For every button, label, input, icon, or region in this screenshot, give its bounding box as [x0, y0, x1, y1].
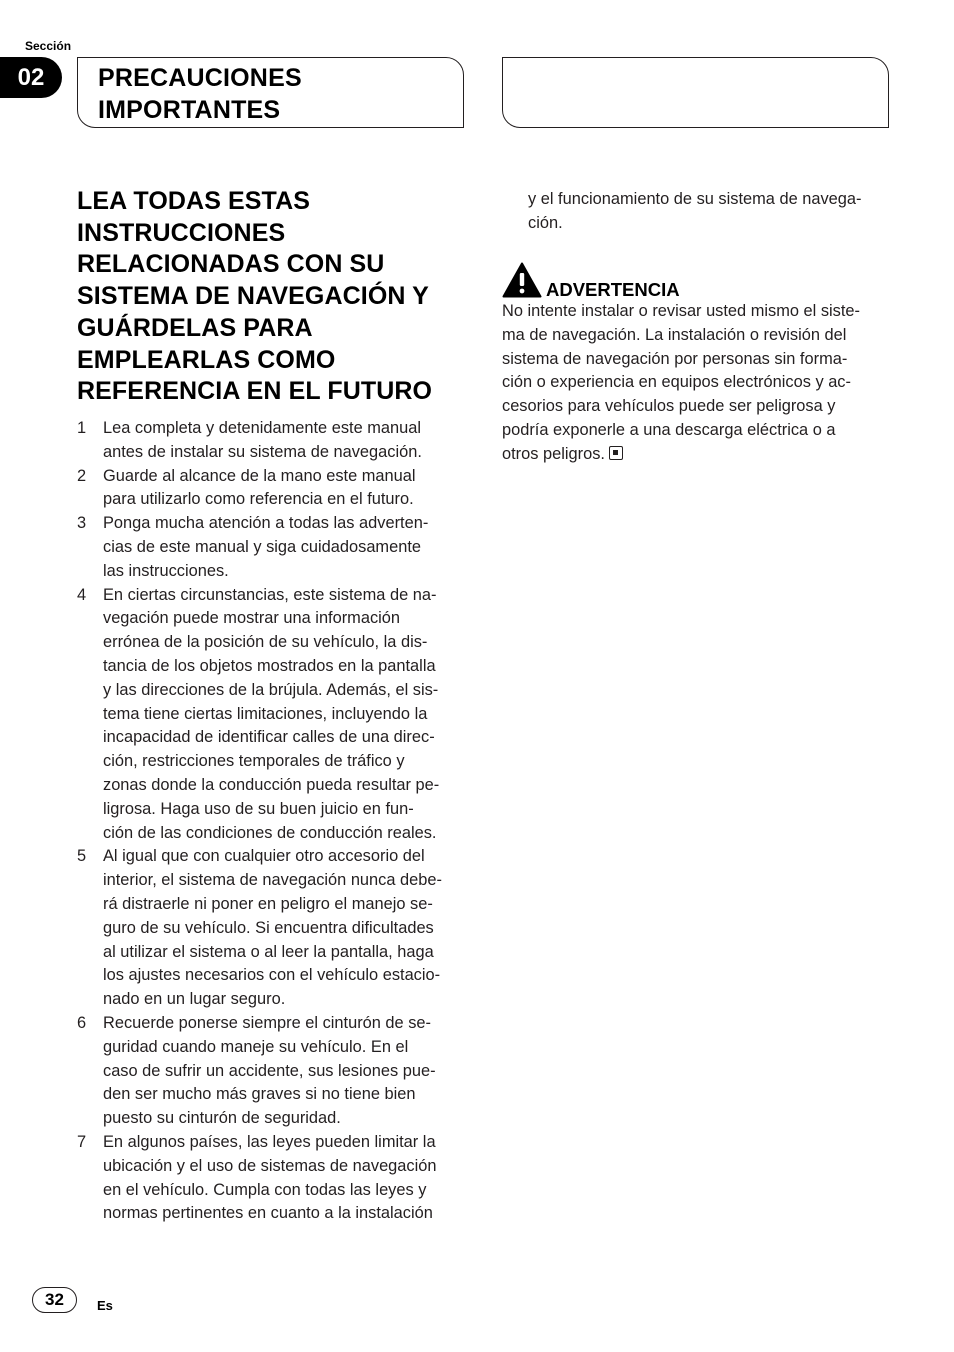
step-number: 1 [77, 419, 87, 437]
section-number-badge: 02 [0, 57, 62, 98]
warning-text-line-last [502, 443, 892, 467]
language-code: Es [97, 1298, 113, 1313]
step-text-line: incapacidad de identificar calles de una direc- [103, 728, 435, 747]
heading-line: LEA TODAS ESTAS [77, 187, 311, 215]
warning-text [502, 300, 892, 467]
warning-label: ADVERTENCIA [546, 279, 680, 300]
header-empty-box [502, 57, 889, 128]
step-number: 3 [77, 514, 87, 533]
step-text-line: nado en un lugar seguro. [103, 990, 286, 1009]
step-text-line: las instrucciones. [103, 561, 229, 580]
page-number: 32 [32, 1287, 77, 1313]
step-text-line: y el funcionamiento de su sistema de navega- [528, 190, 862, 208]
warning-text-line: sistema de navegación por personas sin forma- [502, 349, 848, 368]
heading-line: SISTEMA DE NAVEGACIÓN Y [77, 282, 429, 311]
step-text-line: Recuerde ponerse siempre el cinturón de se- [103, 1013, 431, 1032]
step-continuation [502, 188, 892, 236]
step-text-line: en el vehículo. Cumpla con todas las leyes y [103, 1180, 427, 1199]
heading-line: INSTRUCCIONES [77, 218, 286, 247]
heading-line: GUÁRDELAS PARA [77, 313, 313, 342]
step-text-line: los ajustes necesarios con el vehículo estacio- [103, 966, 441, 985]
step-text-line: ción. [528, 213, 563, 232]
step-number: 2 [77, 466, 87, 485]
step-text-line: vegación puede mostrar una información [103, 609, 401, 628]
step-text-line: ción, restricciones temporales de tráfico y [103, 752, 405, 771]
step-text-line: antes de instalar su sistema de navegación. [103, 442, 422, 461]
heading-line: REFERENCIA EN EL FUTURO [77, 377, 433, 406]
instruction-item [77, 512, 467, 583]
step-number: 4 [77, 585, 87, 604]
step-text-line: cias de este manual y siga cuidadosamente [103, 537, 421, 556]
step-text-line: tema tiene ciertas limitaciones, incluyendo la [103, 704, 428, 723]
step-text-line: Al igual que con cualquier otro accesorio del [103, 847, 425, 866]
end-of-section-icon [609, 446, 623, 460]
step-text-line: al utilizar el sistema o al leer la pantalla, haga [103, 942, 434, 961]
instruction-item [77, 1012, 467, 1131]
step-text-line: En algunos países, las leyes pueden limitar la [103, 1132, 436, 1151]
instruction-item [77, 417, 467, 465]
step-text-line: tancia de los objetos mostrados en la pantalla [103, 656, 436, 675]
step-text-line: guro de su vehículo. Si encuentra dificultades [103, 918, 434, 937]
warning-text-line: otros peligros. [502, 444, 605, 463]
step-number: 7 [77, 1132, 87, 1151]
section-title-line: IMPORTANTES [98, 96, 281, 124]
step-text-line: para utilizarlo como referencia en el futuro. [103, 490, 414, 509]
instruction-item [77, 845, 467, 1012]
step-text-line: ubicación y el uso de sistemas de navegación [103, 1156, 437, 1175]
step-text-line: puesto su cinturón de seguridad. [103, 1109, 341, 1128]
warning-triangle-icon [502, 262, 542, 298]
instruction-item [77, 465, 467, 513]
step-text-line: y las direcciones de la brújula. Además, el sis- [103, 680, 439, 699]
heading-line: RELACIONADAS CON SU [77, 250, 385, 279]
step-text-line: interior, el sistema de navegación nunca debe- [103, 871, 442, 890]
warning-heading [502, 262, 680, 298]
section-label: Sección [25, 39, 72, 53]
step-text-line: Guarde al alcance de la mano este manual [103, 466, 416, 485]
step-text-line: Ponga mucha atención a todas las adverten- [103, 514, 429, 533]
step-number: 5 [77, 847, 87, 866]
step-text-line: ción de las condiciones de conducción reales. [103, 823, 437, 842]
heading-line: EMPLEARLAS COMO [77, 345, 336, 374]
warning-text-line: cesorios para vehículos puede ser peligrosa y [502, 397, 836, 416]
section-title-box [77, 57, 464, 128]
step-text-line: zonas donde la conducción pueda resultar pe- [103, 775, 440, 794]
warning-text-line: ma de navegación. La instalación o revisión del [502, 325, 847, 344]
step-number: 6 [77, 1013, 87, 1032]
step-text-line: rá distraerle ni poner en peligro el manejo se- [103, 894, 433, 913]
warning-text-line: No intente instalar o revisar usted mismo el siste- [502, 302, 861, 320]
instruction-item [77, 1131, 467, 1226]
step-text-line: normas pertinentes en cuanto a la instalación [103, 1204, 433, 1223]
warning-text-line: podría exponerle a una descarga eléctrica o a [502, 420, 836, 439]
step-text-line: caso de sufrir un accidente, sus lesiones pue- [103, 1061, 436, 1080]
section-title [98, 62, 302, 126]
section-title-line: PRECAUCIONES [98, 64, 302, 92]
step-text-line: errónea de la posición de su vehículo, la dis- [103, 633, 428, 652]
step-text-line: En ciertas circunstancias, este sistema de na- [103, 585, 437, 604]
instruction-list [77, 417, 467, 1226]
step-text-line: den ser mucho más graves si no tiene bien [103, 1085, 416, 1104]
step-text-line: ligrosa. Haga uso de su buen juicio en fun- [103, 799, 414, 818]
warning-text-line: ción o experiencia en equipos electrónicos y ac- [502, 373, 851, 392]
step-text-line: Lea completa y detenidamente este manual [103, 419, 422, 437]
step-text-line: guridad cuando maneje su vehículo. En el [103, 1037, 409, 1056]
main-heading [77, 186, 477, 408]
instruction-item [77, 584, 467, 846]
